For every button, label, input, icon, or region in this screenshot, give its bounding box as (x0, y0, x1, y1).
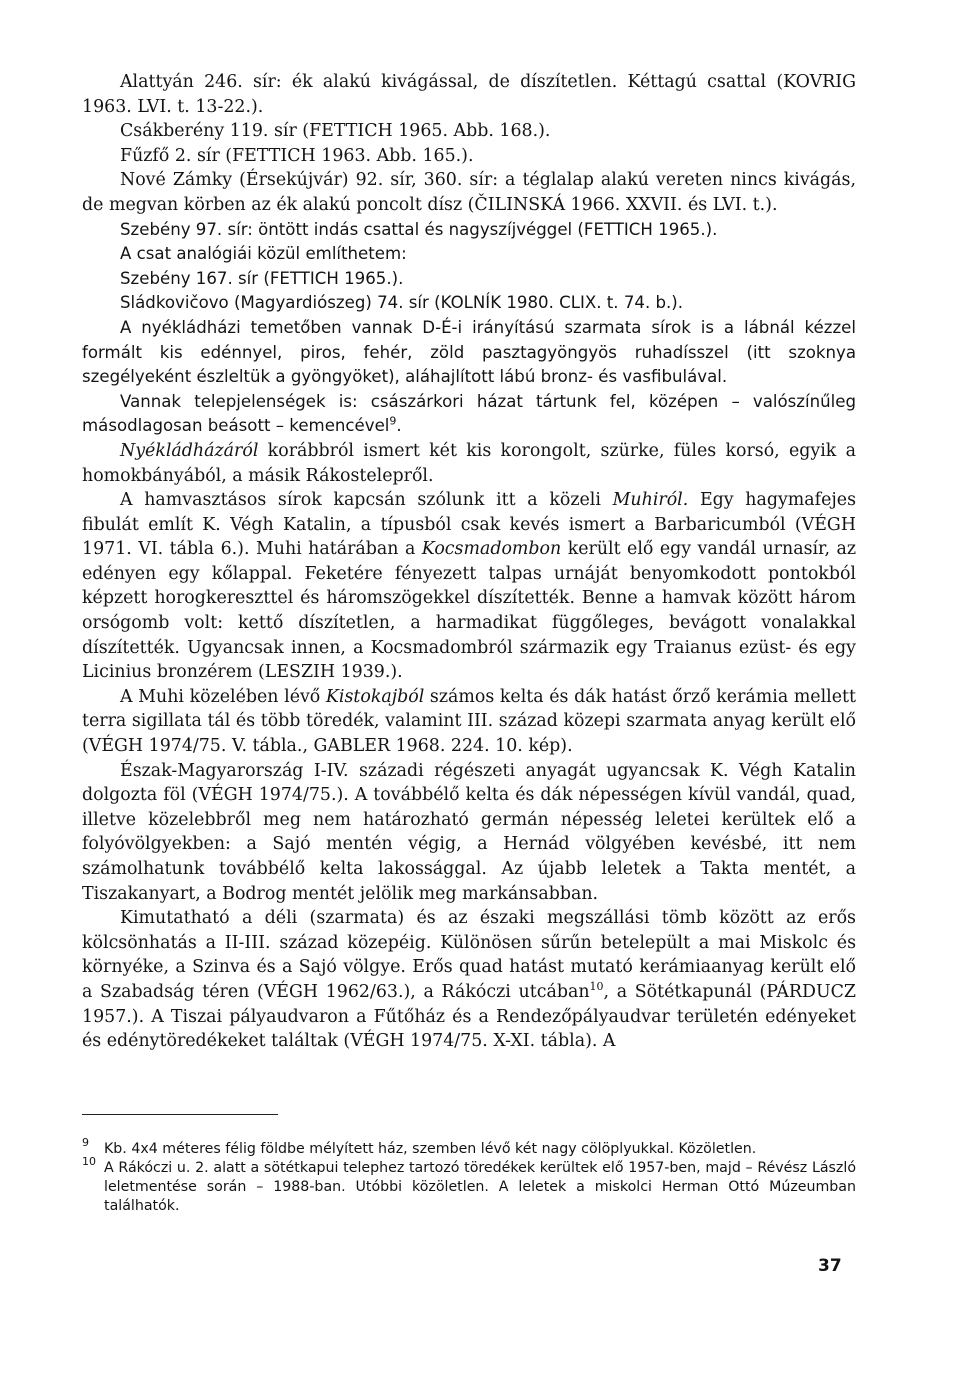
text-run: . (396, 416, 402, 436)
text-run: Észak-Magyarország I-IV. századi régészeti anyagát ugyancsak K. Végh Katalin dolgozta föl (VÉGH 1974/75.). A továbbélő kelta és dák népességen kívül vandál, quad, illetve közelebbről meg nem határozható germán népesség leletei kerültek elő a folyóvölgyekben: a Sajó mentén végig, a Hernád völgyében kevésbé, itt nem számolhatunk továbbélő kelta lakossággal. Az újabb leletek a Takta mentét, a Tiszakanyart, a Bodrog mentét jelölik meg markánsabban. (82, 760, 856, 904)
paragraph (82, 291, 856, 316)
text-run: Fűzfő 2. sír (FETTICH 1963. Abb. 165.). (120, 145, 474, 166)
text-run: , a Sötétkapunál (PÁRDUCZ 1957.). A Tiszai pályaudvaron a Fűtőház és a Rendezőpályaudvar területén edényeket és edénytöredékeket találtak (VÉGH 1974/75. X-XI. tábla). A (82, 981, 856, 1052)
italic-place-name: Muhiról. (612, 490, 689, 511)
footnote-number: 9 (82, 1136, 89, 1149)
paragraph (82, 70, 856, 119)
text-run: Alattyán 246. sír: ék alakú kivágással, de díszítetlen. Kéttagú csattal (KOVRIG 1963. LVI. t. 13-22.). (82, 72, 856, 117)
paragraph (82, 242, 856, 267)
footnote-reference: 10 (589, 980, 604, 994)
text-run: Vannak telepjelenségek is: császárkori házat tártunk fel, középen – valószínűleg másodlagosan beásott – kemencével (82, 391, 856, 436)
paragraph (82, 267, 856, 292)
text-run: A nyékládházi temetőben vannak D-É-i irányítású szarmata sírok is a lábnál kézzel formált kis edénnyel, piros, fehér, zöld pasztagyöngyös ruhadísszel (itt szoknya szegélyeként észleltük a gyöngyöket), aláhajlított lábú bronz- és vasfibulával. (82, 317, 856, 387)
text-run: Kimutatható a déli (szarmata) és az északi megszállási tömb között az erős kölcsönhatás a II-III. század közepéig. Különösen sűrűn betelepült a mai Miskolc és környéke, a Szinva és a Sajó völgye. Erős quad hatást mutató kerámiaanyag került elő a Szabadság téren (VÉGH 1962/63.), a Rákóczi utcában (82, 908, 856, 1002)
text-run: korábbról ismert két kis korongolt, szürke, füles korsó, egyik a homokbányából, a másik Rákostelepről. (82, 440, 856, 486)
italic-place-name: Nyékládházáról (120, 440, 259, 461)
text-run: Szebény 167. sír (FETTICH 1965.). (120, 268, 404, 288)
footnote-number: 10 (82, 1155, 96, 1168)
paragraph (82, 488, 856, 685)
text-run: Csákberény 119. sír (FETTICH 1965. Abb. 168.). (120, 121, 551, 142)
paragraph (82, 906, 856, 1054)
paragraph (82, 144, 856, 169)
paragraph (82, 390, 856, 439)
paragraph (82, 168, 856, 217)
footnote-text: Kb. 4x4 méteres félig földbe mélyített ház, szemben lévő két nagy cölöplyukkal. Közöletlen. (104, 1141, 757, 1157)
text-run: Egy hagymafejes fibulát említ K. Végh Katalin, a típusból csak kevés ismert a Barbaricumból (VÉGH 1971. VI. tábla 6.). Muhi határában a (82, 490, 856, 560)
text-run: Nové Zámky (Érsekújvár) 92. sír, 360. sír: a téglalap alakú vereten nincs kivágás, de megvan körben az ék alakú poncolt dísz (ČILINSKÁ 1966. XXVII. és LVI. t.). (82, 170, 856, 215)
paragraph (82, 316, 856, 390)
text-run: Szebény 97. sír: öntött indás csattal és nagyszíjvéggel (FETTICH 1965.). (120, 219, 718, 239)
italic-place-name: Kocsmadombon (421, 539, 562, 560)
footnote (82, 1155, 856, 1216)
page-number: 37 (818, 1256, 842, 1276)
text-run: Sládkovičovo (Magyardiószeg) 74. sír (KOLNÍK 1980. CLIX. t. 74. b.). (120, 293, 684, 313)
italic-place-name: Kistokajból (325, 686, 425, 707)
footnote-text: A Rákóczi u. 2. alatt a sötétkapui telephez tartozó töredékek kerültek elő 1957-ben, majd – Révész László leletmentése során – 1988-ban. Utóbbi közöletlen. A leletek a miskolci Herman Ottó Múzeumban találhatók. (104, 1160, 856, 1214)
paragraph (82, 759, 856, 907)
footnote-reference: 9 (389, 414, 397, 428)
text-run: A hamvasztásos sírok kapcsán szólunk itt a közeli (120, 490, 613, 511)
footnotes (82, 1136, 856, 1216)
paragraph (82, 685, 856, 759)
text-run: számos kelta és dák hatást őrző kerámia mellett terra sigillata tál és több töredék, valamint III. század közepi szarmata anyag került elő (VÉGH 1974/75. V. tábla., GABLER 1968. 224. 10. kép). (82, 686, 856, 757)
footnote-separator (82, 1114, 278, 1115)
main-text (82, 70, 856, 1054)
paragraph (82, 119, 856, 144)
footnote (82, 1136, 856, 1159)
paragraph (82, 218, 856, 243)
paragraph (82, 439, 856, 488)
text-run: került elő egy vandál urnasír, az edényen egy kőlappal. Feketére fényezett talpas urnáját benyomkodott pontokból képzett horogkereszttel és háromszögekkel díszítették. Benne a hamvak között három orsógomb volt: kettő díszítetlen, a harmadikat függőleges, bevágott vonalakkal díszítették. Ugyancsak innen, a Kocsmadombról származik egy Traianus ezüst- és egy Licinius bronzérem (LESZIH 1939.). (82, 539, 856, 683)
text-run: A Muhi közelében lévő (120, 686, 326, 707)
text-run: A csat analógiái közül említhetem: (120, 244, 407, 264)
